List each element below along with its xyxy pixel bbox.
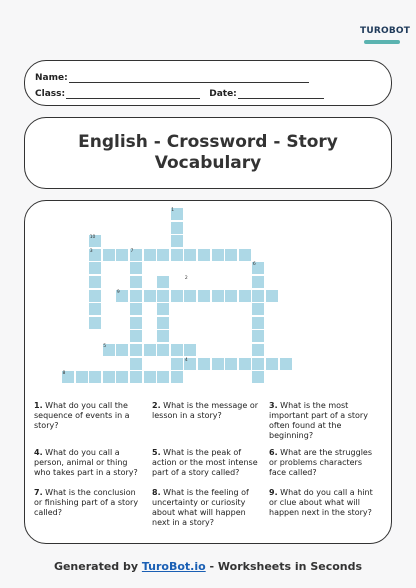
logo-accent-bar — [364, 40, 400, 44]
class-date-row — [35, 89, 324, 99]
crossword-cell[interactable] — [238, 357, 252, 371]
clue-number-label: 7 — [130, 248, 134, 254]
crossword-cell[interactable] — [170, 370, 184, 384]
crossword-cell[interactable] — [115, 370, 129, 384]
crossword-cell[interactable] — [88, 261, 102, 275]
crossword-cell[interactable] — [156, 302, 170, 316]
crossword-cell[interactable] — [102, 248, 116, 262]
title-line-2: Vocabulary — [154, 153, 262, 173]
crossword-cell[interactable] — [211, 248, 225, 262]
crossword-cell[interactable] — [102, 370, 116, 384]
date-field[interactable] — [238, 89, 324, 99]
crossword-cell[interactable] — [251, 370, 265, 384]
crossword-cell[interactable] — [129, 261, 143, 275]
crossword-cell[interactable] — [88, 248, 102, 262]
crossword-cell[interactable] — [88, 289, 102, 303]
crossword-cell[interactable] — [129, 248, 143, 262]
crossword-cell[interactable] — [88, 275, 102, 289]
crossword-cell[interactable] — [156, 248, 170, 262]
clue-number: 1. — [34, 401, 43, 410]
crossword-cell[interactable] — [102, 343, 116, 357]
clue-number: 2. — [152, 401, 161, 410]
crossword-cell[interactable] — [156, 370, 170, 384]
crossword-cell[interactable] — [279, 357, 293, 371]
class-field[interactable] — [66, 89, 200, 99]
name-field[interactable] — [69, 73, 309, 83]
crossword-cell[interactable] — [170, 343, 184, 357]
clue-number-label: 2 — [184, 276, 188, 281]
crossword-cell[interactable] — [265, 289, 279, 303]
crossword-cell[interactable] — [88, 316, 102, 330]
class-label: Class: — [35, 89, 66, 99]
crossword-cell[interactable] — [170, 357, 184, 371]
crossword-cell[interactable] — [183, 357, 197, 371]
turobot-link[interactable]: TuroBot.io — [141, 560, 206, 573]
crossword-cell[interactable] — [251, 343, 265, 357]
clue-item — [269, 401, 379, 441]
crossword-cell[interactable] — [224, 248, 238, 262]
clue-text: What do you call a hint or clue about what will happen next in the story? — [269, 488, 373, 517]
crossword-cell[interactable] — [129, 357, 143, 371]
name-label: Name: — [35, 73, 68, 83]
logo-text: TUROBOT — [360, 26, 411, 36]
clue-number-label: 1 — [171, 208, 175, 213]
clue-item — [34, 488, 144, 518]
clue-text: What are the struggles or problems characters face called? — [269, 448, 372, 477]
crossword-cell[interactable] — [156, 316, 170, 330]
crossword-cell[interactable] — [183, 289, 197, 303]
clue-text: What is the most important part of a story often found at the beginning? — [269, 401, 368, 440]
clue-item — [269, 488, 379, 518]
clue-number-label: 6 — [252, 262, 256, 268]
name-row — [35, 73, 309, 83]
crossword-cell[interactable] — [251, 316, 265, 330]
crossword-cell[interactable] — [115, 289, 129, 303]
clue-number: 8. — [152, 488, 161, 497]
crossword-cell[interactable] — [238, 289, 252, 303]
footer — [0, 560, 416, 573]
clue-number: 9. — [269, 488, 278, 497]
crossword-cell[interactable] — [88, 234, 102, 248]
crossword-cell[interactable] — [197, 248, 211, 262]
date-label: Date: — [209, 89, 237, 99]
crossword-cell[interactable] — [143, 289, 157, 303]
footer-prefix: Generated by — [53, 560, 142, 573]
clue-text: What do you call a person, animal or thing who takes part in a story? — [34, 448, 138, 477]
clue-number-label: 4 — [184, 357, 188, 363]
crossword-cell[interactable] — [88, 302, 102, 316]
crossword-cell[interactable] — [170, 221, 184, 235]
title-line-1: English - Crossword - Story — [78, 132, 338, 152]
crossword-cell[interactable] — [211, 357, 225, 371]
crossword-cell[interactable] — [129, 343, 143, 357]
clue-item — [34, 448, 144, 478]
crossword-cell[interactable] — [115, 343, 129, 357]
crossword-cell[interactable] — [251, 302, 265, 316]
crossword-cell[interactable] — [156, 275, 170, 289]
crossword-cell[interactable] — [170, 289, 184, 303]
crossword-cell[interactable] — [183, 343, 197, 357]
crossword-cell[interactable] — [129, 289, 143, 303]
crossword-cell[interactable] — [224, 357, 238, 371]
crossword-cell[interactable] — [170, 207, 184, 221]
crossword-cell[interactable] — [224, 289, 238, 303]
worksheet-title — [25, 132, 391, 174]
turobot-logo — [360, 20, 411, 50]
crossword-cell[interactable] — [129, 316, 143, 330]
clue-text: What is the feeling of uncertainty or curiosity about what will happen next in a story? — [152, 488, 249, 527]
clue-item — [269, 448, 379, 478]
crossword-cell[interactable] — [251, 275, 265, 289]
clue-item — [34, 401, 144, 431]
crossword-cell[interactable] — [170, 234, 184, 248]
crossword-cell[interactable] — [129, 370, 143, 384]
clue-number-label: 9 — [116, 289, 120, 295]
crossword-cell[interactable] — [156, 329, 170, 343]
crossword-cell[interactable] — [251, 261, 265, 275]
crossword-cell[interactable] — [197, 357, 211, 371]
clue-number: 3. — [269, 401, 278, 410]
clue-item — [152, 401, 262, 421]
crossword-cell[interactable] — [251, 357, 265, 371]
clue-number-label: 3 — [89, 248, 93, 254]
clue-text: What is the peak of action or the most intense part of a story called? — [152, 448, 258, 477]
clue-text: What do you call the sequence of events in a story? — [34, 401, 130, 430]
crossword-cell[interactable] — [211, 289, 225, 303]
crossword-cell[interactable] — [251, 289, 265, 303]
clue-text: What is the conclusion or finishing part of a story called? — [34, 488, 139, 517]
crossword-cell[interactable] — [143, 248, 157, 262]
clue-number: 6. — [269, 448, 278, 457]
title-box — [24, 117, 392, 189]
clue-number: 4. — [34, 448, 43, 457]
crossword-cell[interactable] — [156, 343, 170, 357]
crossword-cell[interactable] — [115, 248, 129, 262]
clue-item — [152, 448, 262, 478]
crossword-cell[interactable] — [61, 370, 75, 384]
crossword-cell[interactable] — [129, 329, 143, 343]
crossword-cell[interactable] — [170, 248, 184, 262]
crossword-cell[interactable] — [238, 248, 252, 262]
clue-text: What is the message or lesson in a story? — [152, 401, 258, 420]
crossword-cell[interactable] — [265, 357, 279, 371]
clue-item — [152, 488, 262, 528]
clue-number: 5. — [152, 448, 161, 457]
footer-suffix: - Worksheets in Seconds — [205, 560, 363, 573]
crossword-cell[interactable] — [88, 370, 102, 384]
crossword-cell[interactable] — [143, 370, 157, 384]
clue-number-label: 8 — [62, 371, 66, 377]
clue-number-label: 5 — [103, 344, 107, 349]
crossword-cell[interactable] — [251, 329, 265, 343]
crossword-cell[interactable] — [156, 289, 170, 303]
crossword-cell[interactable] — [197, 289, 211, 303]
clue-number-label: 10 — [89, 235, 96, 241]
crossword-cell[interactable] — [129, 275, 143, 289]
crossword-cell[interactable] — [129, 302, 143, 316]
crossword-cell[interactable] — [143, 343, 157, 357]
crossword-and-clues-box — [24, 200, 392, 544]
clue-number: 7. — [34, 488, 43, 497]
crossword-cell[interactable] — [183, 248, 197, 262]
crossword-cell[interactable] — [75, 370, 89, 384]
student-info-box — [24, 60, 392, 106]
